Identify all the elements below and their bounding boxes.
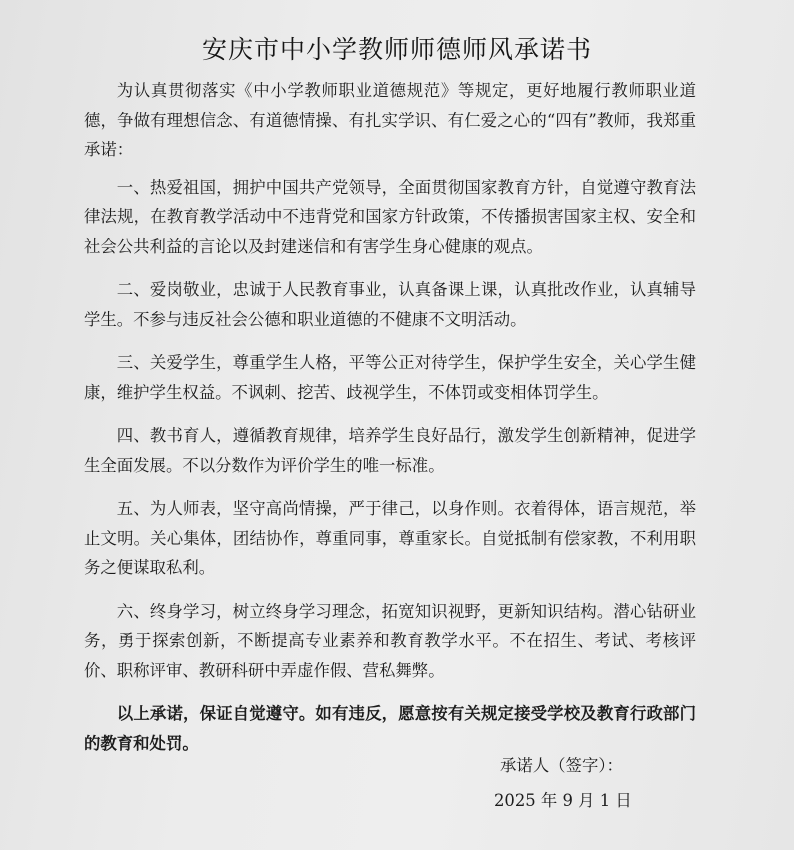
pledge-item-6: 六、终身学习，树立终身学习理念，拓宽知识视野，更新知识结构。潜心钻研业务，勇于探索创新，不断提高专业素养和教育教学水平。不在招生、考试、考核评价、职称评审、教研科研中弄虚作假、营私舞弊。 — [84, 601, 696, 680]
pledge-item-5: 五、为人师表，坚守高尚情操，严于律己，以身作则。衣着得体，语言规范，举止文明。关心集体，团结协作，尊重同事，尊重家长。自觉抵制有偿家教，不利用职务之便谋取私利。 — [84, 499, 696, 577]
signer-label: 承诺人（签字）： — [500, 756, 623, 775]
pledge-item-3: 三、关爱学生，尊重学生人格，平等公正对待学生，保护学生安全，关心学生健康，维护学生权益。不讽刺、挖苦、歧视学生，不体罚或变相体罚学生。 — [84, 353, 696, 402]
pledge-item-1: 一、热爱祖国，拥护中国共产党领导，全面贯彻国家教育方针，自觉遵守教育法律法规，在教育教学活动中不违背党和国家方针政策，不传播损害国家主权、安全和社会公共利益的言论以及封建迷信和有害学生身心健康的观点。 — [84, 177, 696, 256]
intro-paragraph: 为认真贯彻落实《中小学教师职业道德规范》等规定，更好地履行教师职业道德，争做有理想信念、有道德情操、有扎实学识、有仁爱之心的“四有”教师，我郑重承诺： — [84, 81, 696, 159]
pledge-item-2: 二、爱岗敬业，忠诚于人民教育事业，认真备课上课，认真批改作业，认真辅导学生。不参与违反社会公德和职业道德的不健康不文明活动。 — [84, 280, 696, 329]
document-body — [84, 76, 696, 772]
closing-statement: 以上承诺，保证自觉遵守。如有违反，愿意按有关规定接受学校及教育行政部门的教育和处罚。 — [84, 704, 696, 753]
document-title: 安庆市中小学教师师德师风承诺书 — [201, 35, 592, 64]
pledge-item-4: 四、教书育人，遵循教育规律，培养学生良好品行，激发学生创新精神，促进学生全面发展。不以分数作为评价学生的唯一标准。 — [84, 426, 696, 475]
signing-date: 2025 年 9 月 1 日 — [494, 791, 632, 810]
